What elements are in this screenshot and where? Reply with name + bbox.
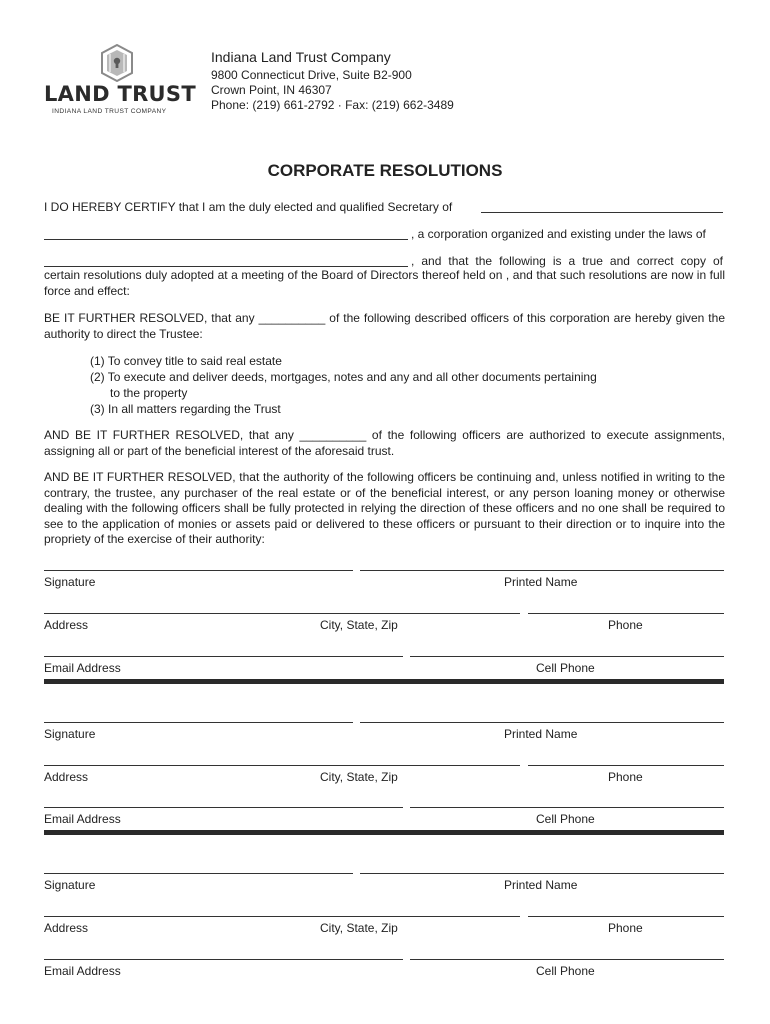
printed-name-field-3[interactable] (360, 873, 724, 874)
signature-field-2[interactable] (44, 722, 353, 723)
phone-field-3[interactable] (528, 916, 724, 917)
cell-phone-field-1[interactable] (410, 656, 724, 657)
logo-name: LAND TRUST (44, 82, 196, 106)
company-logo (44, 44, 194, 116)
printed-name-label: Printed Name (504, 575, 578, 589)
cell-phone-field-3[interactable] (410, 959, 724, 960)
section-divider (44, 679, 724, 684)
signature-label: Signature (44, 878, 96, 892)
phone-label: Phone (608, 770, 643, 784)
laws-of-field[interactable] (44, 266, 408, 267)
company-address-line2: Crown Point, IN 46307 (211, 83, 332, 97)
cell-phone-field-2[interactable] (410, 807, 724, 808)
list-item: (2) To execute and deliver deeds, mortgages, notes and any and all other documents pertaining (90, 370, 597, 384)
certify-line1: I DO HEREBY CERTIFY that I am the duly elected and qualified Secretary of (44, 200, 453, 214)
cell-phone-label: Cell Phone (536, 661, 595, 675)
company-address-line1: 9800 Connecticut Drive, Suite B2-900 (211, 68, 412, 82)
email-field-1[interactable] (44, 656, 403, 657)
signature-label: Signature (44, 575, 96, 589)
page-title: CORPORATE RESOLUTIONS (267, 161, 503, 180)
company-phone-fax: Phone: (219) 661-2792 · Fax: (219) 662-3489 (211, 98, 454, 112)
phone-field-1[interactable] (528, 613, 724, 614)
email-label: Email Address (44, 661, 121, 675)
resolution-3-text: AND BE IT FURTHER RESOLVED, that the authority of the following officers be continuing and, unless notified in writing to the contrary, the trustee, any purchaser of the real estate or of the beneficial interest, or any person loaning money or otherwise dealing with the following officers shall be fully protected in relying the direction of these officers and no one shall be required to see to the application of monies or assets paid or delivered to these officers or pursuant to their direction or to inquire into the propriety of the exercise of their authority: (44, 470, 725, 546)
phone-label: Phone (608, 921, 643, 935)
signature-label: Signature (44, 727, 96, 741)
city-state-zip-label: City, State, Zip (320, 618, 398, 632)
resolution-2-text: AND BE IT FURTHER RESOLVED, that any __________ of the following officers are authorized to execute assignments, assigning all or part of the beneficial interest of the aforesaid trust. (44, 428, 725, 458)
cell-phone-label: Cell Phone (536, 964, 595, 978)
city-state-zip-label: City, State, Zip (320, 770, 398, 784)
email-field-3[interactable] (44, 959, 403, 960)
address-field-1[interactable] (44, 613, 520, 614)
logo-subtitle: INDIANA LAND TRUST COMPANY (52, 108, 167, 115)
email-label: Email Address (44, 964, 121, 978)
corporation-name-field[interactable] (44, 239, 408, 240)
address-label: Address (44, 770, 89, 784)
certify-line2: , a corporation organized and existing under the laws of (411, 227, 706, 241)
secretary-of-field[interactable] (481, 212, 723, 213)
address-field-3[interactable] (44, 916, 520, 917)
address-label: Address (44, 921, 89, 935)
list-item: to the property (110, 386, 188, 400)
phone-label: Phone (608, 618, 643, 632)
printed-name-field-2[interactable] (360, 722, 724, 723)
resolution-1-text: BE IT FURTHER RESOLVED, that any __________ of the following described officers of this corporation are hereby given the authority to direct the Trustee: (44, 311, 725, 341)
phone-field-2[interactable] (528, 765, 724, 766)
printed-name-label: Printed Name (504, 727, 578, 741)
signature-field-3[interactable] (44, 873, 353, 874)
resolution-1-list (90, 353, 690, 417)
city-state-zip-label: City, State, Zip (320, 921, 398, 935)
signature-field-1[interactable] (44, 570, 353, 571)
email-field-2[interactable] (44, 807, 403, 808)
cell-phone-label: Cell Phone (536, 812, 595, 826)
company-name: Indiana Land Trust Company (211, 49, 391, 65)
list-item: (3) In all matters regarding the Trust (90, 402, 281, 416)
address-label: Address (44, 618, 89, 632)
certify-line4: certain resolutions duly adopted at a meeting of the Board of Directors thereof held on , and that such resolutions are now in full force and effect: (44, 268, 725, 298)
certify-line3: , and that the following is a true and correct copy of (411, 254, 723, 268)
shield-keyhole-icon (100, 44, 134, 82)
address-field-2[interactable] (44, 765, 520, 766)
email-label: Email Address (44, 812, 121, 826)
printed-name-field-1[interactable] (360, 570, 724, 571)
section-divider (44, 830, 724, 835)
printed-name-label: Printed Name (504, 878, 578, 892)
list-item: (1) To convey title to said real estate (90, 354, 282, 368)
